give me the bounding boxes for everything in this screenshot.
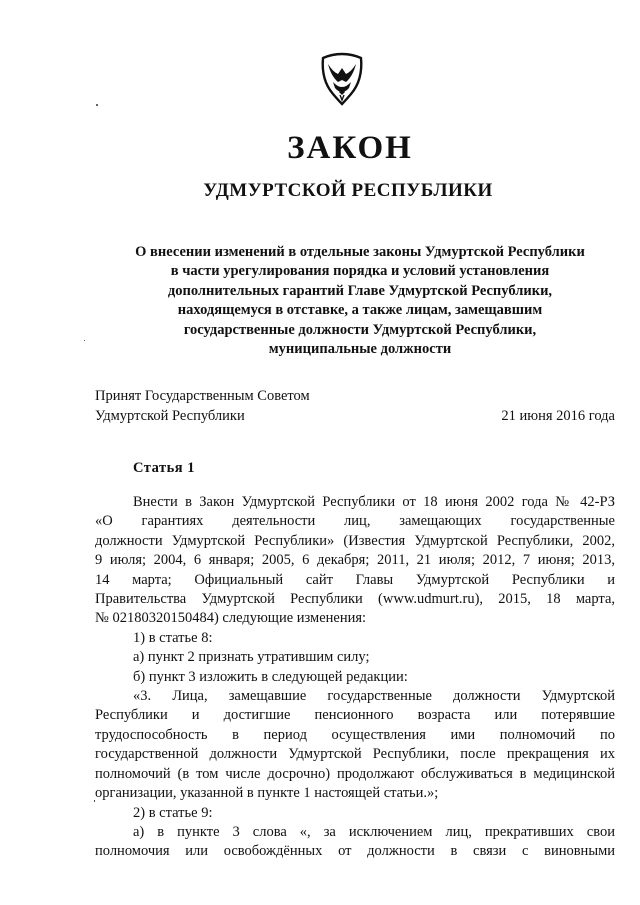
scan-speck xyxy=(94,800,95,802)
article-body xyxy=(95,493,615,862)
article-line: Внести в Закон Удмуртской Республики от 18 июня 2002 года № 42-РЗ xyxy=(133,494,615,510)
adoption-date: 21 июня 2016 года xyxy=(501,408,615,424)
heading-line: дополнительных гарантий Главе Удмуртской Республики, xyxy=(167,282,553,299)
adopted-by-body: Удмуртской Республики xyxy=(95,408,245,424)
article-line: 2) в статье 9: xyxy=(133,804,213,821)
article-line: полномочия или освобождённых от должности в связи с виновными xyxy=(95,843,615,860)
article-line: 9 июля; 2004, 6 января; 2005, 6 декабря; 2011, 21 июля; 2012, 7 июня; 2013, xyxy=(95,552,615,569)
adopted-by-line: Принят Государственным Советом xyxy=(95,388,310,404)
heading-line: муниципальные должности xyxy=(268,341,452,358)
article-line: полномочий (в том числе досрочно) продолжают обслуживаться в медицинской xyxy=(95,765,615,782)
article-line: а) пункт 2 признать утратившим силу; xyxy=(133,649,370,666)
document-title: ЗАКОН xyxy=(287,130,413,166)
article-line: «О гарантиях деятельности лиц, замещающих государственные xyxy=(95,513,615,530)
heading-line: находящемуся в отставке, а также лицам, замещавшим xyxy=(177,302,543,319)
article-line: организации, указанной в пункте 1 настоящей статьи.»; xyxy=(95,785,439,802)
heading-line: в части урегулирования порядка и условий установления xyxy=(170,263,550,280)
article-line: должности Удмуртской Республики» (Известия Удмуртской Республики, 2002, xyxy=(95,532,615,549)
article-line: Правительства Удмуртской Республики (www.udmurt.ru), 2015, 18 марта, xyxy=(95,591,615,608)
article-line: государственной должности Удмуртской Республики, после прекращения их xyxy=(95,746,615,763)
adoption-block xyxy=(95,386,615,426)
document-subtitle: УДМУРТСКОЙ РЕСПУБЛИКИ xyxy=(203,180,493,201)
scan-speck xyxy=(96,104,98,106)
article-line: № 02180320150484) следующие изменения: xyxy=(95,610,367,627)
article-line: б) пункт 3 изложить в следующей редакции: xyxy=(133,668,408,685)
article-line: «3. Лица, замещавшие государственные должности Удмуртской xyxy=(133,688,615,705)
scan-speck xyxy=(84,340,85,341)
article-line: Республики и достигшие пенсионного возраста или потерявшие xyxy=(95,707,615,724)
heading-line: государственные должности Удмуртской Республики, xyxy=(183,321,537,338)
law-heading xyxy=(110,243,610,359)
article-line: 1) в статье 8: xyxy=(133,629,213,646)
article-line: 14 марта; Официальный сайт Главы Удмуртской Республики и xyxy=(95,571,615,588)
article-title: Статья 1 xyxy=(133,460,195,476)
coat-of-arms-icon xyxy=(319,52,365,106)
heading-line: О внесении изменений в отдельные законы Удмуртской Республики xyxy=(135,244,585,260)
article-line: трудоспособность в период осуществления ими полномочий по xyxy=(95,726,615,743)
article-line: а) в пункте 3 слова «, за исключением лиц, прекративших свои xyxy=(133,823,615,840)
